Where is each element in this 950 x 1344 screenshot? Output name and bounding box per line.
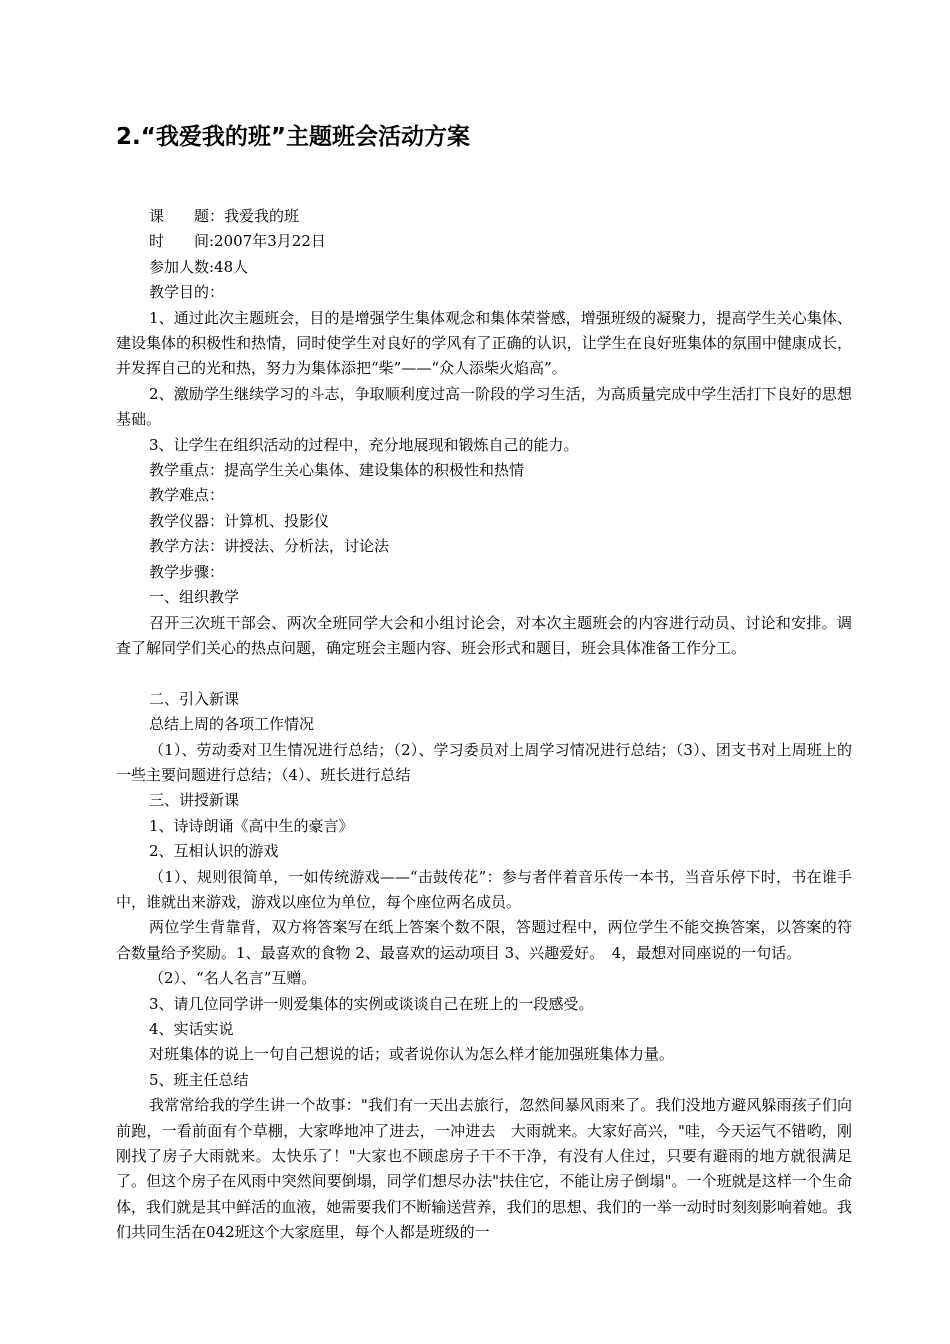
paragraph-time: 时 间:2007年3月22日 — [149, 232, 326, 251]
paragraph-teacher-summary-heading: 5、班主任总结 — [149, 1070, 249, 1089]
paragraph-key-point: 教学重点：提高学生关心集体、建设集体的积极性和热情 — [149, 461, 525, 480]
paragraph-topic: 课 题：我爱我的班 — [149, 207, 300, 225]
paragraph-steps-heading: 教学步骤： — [149, 562, 225, 581]
paragraph-stories: 3、请几位同学讲一则爱集体的实例或谈谈自己在班上的一段感受。 — [149, 994, 594, 1013]
paragraph-game-answers: 两位学生背靠背，双方将答案写在纸上答案个数不限，答题过程中，两位学生不能交换答案，以答案的符合数量给予奖励。1、最喜欢的食物 2、最喜欢的运动项目 3、兴趣爱好。 4，最想对同座说的一句话。 — [116, 918, 852, 962]
paragraph-talk-heading: 4、实话实说 — [149, 1019, 234, 1038]
paragraph-teacher-story: 我常常给我的学生讲一个故事："我们有一天出去旅行，忽然间暴风雨来了。我们没地方避风躲雨孩子们向前跑，一看前面有个草棚，大家哗地冲了进去，一冲进去 大雨就来。大家好高兴，"哇，今天运气不错哟，刚刚找了房子大雨就来。太快乐了！"大家也不顾虑房子干不干净，有没有人住过，只要有避雨的地方就很满足 了。但这个房子在风雨中突然间要倒塌，同学们想尽办法"扶住它，不能让房子倒塌"。一个班就是这样一个生命体，我们就是其中鲜活的血液，她需要我们不断输送营养，我们的思想、我们的一举一动时时刻刻影响着她。我们共同生活在042班这个大家庭里，每个人都是班级的一 — [116, 1096, 868, 1242]
paragraph-difficulty: 教学难点： — [149, 486, 225, 505]
section-heading-3: 三、讲授新课 — [149, 791, 240, 810]
section-heading-1: 一、组织教学 — [149, 588, 240, 607]
paragraph-summary-items: （1）、劳动委对卫生情况进行总结；（2）、学习委员对上周学习情况进行总结；（3）、团支书对上周班上的一些主要问题进行总结；（4）、班长进行总结 — [116, 740, 852, 784]
paragraph-quotes: （2）、“名人名言”互赠。 — [149, 969, 317, 988]
paragraph-poem: 1、诗诗朗诵《高中生的豪言》 — [149, 816, 354, 835]
paragraph-participants: 参加人数:48人 — [149, 257, 249, 276]
paragraph-summary-heading: 总结上周的各项工作情况 — [149, 715, 315, 734]
paragraph-methods: 教学方法：讲授法、分析法，讨论法 — [149, 537, 390, 556]
section-heading-2: 二、引入新课 — [149, 689, 240, 708]
paragraph-objective-2: 2、激励学生继续学习的斗志，争取顺利度过高一阶段的学习生活，为高质量完成中学生活打下良好的思想基础。 — [116, 384, 852, 429]
paragraph-organize: 召开三次班干部会、两次全班同学大会和小组讨论会，对本次主题班会的内容进行动员、讨论和安排。调查了解同学们关心的热点问题，确定班会主题内容、班会形式和题目，班会具体准备工作分工。 — [116, 613, 852, 657]
paragraph-objective-1: 1、通过此次主题班会，目的是增强学生集体观念和集体荣誉感，增强班级的凝聚力，提高学生关心集体、建设集体的积极性和热情，同时使学生对良好的学风有了正确的认识，让学生在良好班集体的氛围中健康成长，并发挥自己的光和热，努力为集体添把“柴”——“众人添柴火焰高”。 — [116, 308, 852, 378]
document-body — [116, 204, 868, 1246]
paragraph-talk: 对班集体的说上一句自己想说的话；或者说你认为怎么样才能加强班集体力量。 — [149, 1045, 675, 1064]
paragraph-objectives-heading: 教学目的： — [149, 283, 225, 302]
paragraph-game-heading: 2、互相认识的游戏 — [149, 842, 279, 861]
paragraph-objective-3: 3、让学生在组织活动的过程中，充分地展现和锻炼自己的能力。 — [149, 435, 579, 454]
blank-line — [116, 661, 852, 686]
paragraph-instruments: 教学仪器：计算机、投影仪 — [149, 511, 330, 530]
document-title: 2.“我爱我的班”主题班会活动方案 — [116, 124, 470, 150]
paragraph-game-rules: （1）、规则很简单，一如传统游戏——“击鼓传花”：参与者伴着音乐传一本书，当音乐停下时，书在谁手中，谁就出来游戏，游戏以座位为单位，每个座位两名成员。 — [116, 867, 852, 911]
